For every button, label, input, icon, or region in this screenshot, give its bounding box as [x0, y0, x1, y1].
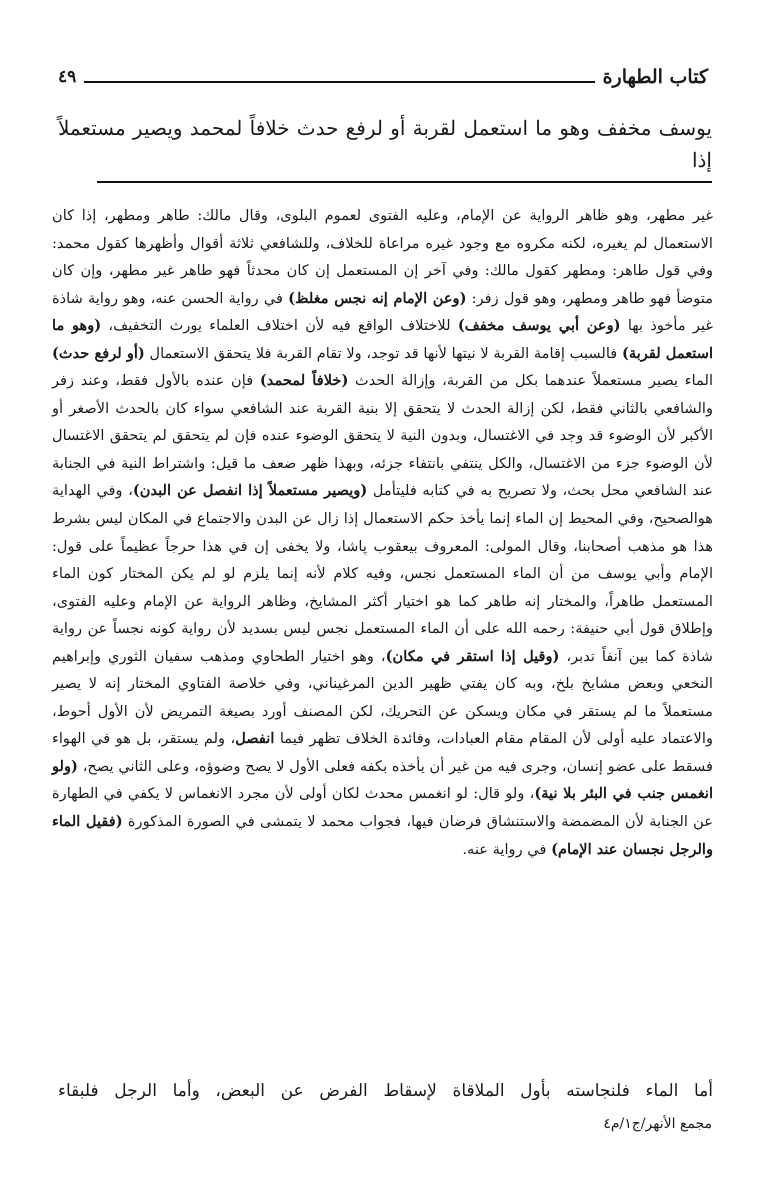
quoted-main-text: (أو لرفع حدث)	[52, 344, 145, 362]
commentary-run: فإن عنده بالأول فقط، وعند زفر والشافعي بالثاني فقط، لكن إزالة الحدث لا يتحقق إلا بنية القربة عند الشافعي سواء كان بالحدث الأصغر أو الأكبر لأن الوضوء قد وجد في الاغتسال، وبدون النية لا يتحقق الوضوء عنده فإن لم يتحقق لم يتحقق الاغتسال لأن الوضوء جزء من الاغتسال، والكل ينتفي بانتفاء جزئه، وبهذا ظهر ضعف ما قيل: واشتراط النية في الجنابة عند الشافعي محل بحث، ولا تصريح به في كتابه فليتأمل	[52, 372, 713, 500]
commentary-run: فالسبب إقامة القربة لا نيتها لأنها قد توجد، ولا تقام القربة فلا يتحقق الاستعمال	[144, 344, 622, 362]
quoted-main-text: (وعن أبي يوسف مخفف)	[457, 317, 621, 335]
quoted-main-text: (فقيل الماء والرجل نجسان عند الإمام)	[52, 813, 713, 858]
quoted-main-text: (خلافاً لمحمد)	[259, 372, 349, 390]
quoted-main-text: (ويصير مستعملاً إذا انفصل عن البدن)	[132, 482, 368, 500]
commentary-run: غير مطهر، وهو ظاهر الرواية عن الإمام، وعليه الفتوى لعموم البلوى، وقال مالك: طاهر ومطهر، إذا كان الاستعمال لم يغيره، لكنه مكروه مع وجود غيره مراعاة للخلاف، وللشافعي ثلاثة أقوال وأظهرها كقول محمد: وفي قول طاهر: ومطهر كقول مالك: وفي آخر إن المستعمل إن كان محدثاً فهو طاهر غير مطهر، وإن كان متوضأ فهو طاهر ومطهر، وهو قول زفر:	[52, 207, 714, 307]
commentary-text	[52, 202, 713, 863]
commentary-run: الماء يصير مستعملاً عندهما بكل من القربة، وإزالة الحدث	[348, 372, 713, 390]
quoted-main-text: انفصل	[235, 730, 275, 748]
quoted-main-text: (ولو انغمس جنب في البئر بلا نية)	[52, 757, 714, 803]
commentary-run: في رواية عنه.	[462, 840, 552, 858]
separator-rule	[97, 181, 712, 183]
commentary-run: ، وفي الهداية هوالصحيح، وفي المحيط إن الماء إنما يأخذ حكم الاستعمال إذا زال عن البدن والاجتماع في المكان ليس بشرط هذا هو مذهب أصحابنا، وقال المولى: المعروف بيعقوب پاشا، ولا يخفى إن في هذا حرجاً عظيماً على قول: الإمام وأبي يوسف من أن الماء المستعمل نجس، وفيه كلام لأنه إنما يلزم لو لم يكن المختار كون الماء المستعمل طاهراً، والمختار إنه طاهر كما هو اختيار أكثر المشايخ، وظاهر الرواية عن الإمام وعليه الفتوى، وإطلاق قول أبي حنيفة: رحمه الله على أن الماء المستعمل نجس ليس بسديد لأن رواية كونه نجساً عن رواية شاذة كما بين آنفاً تدبر،	[52, 482, 713, 665]
main-text-continued: أما الماء فلنجاسته بأول الملاقاة لإسقاط الفرض عن البعض، وأما الرجل فلبقاء	[58, 1081, 713, 1101]
commentary-run: ، ولم يستقر، بل هو في الهواء فسقط على عضو إنسان، وجرى فيه من غير أن يأخذه بكفه فعلى الأول لا يصح وضوؤه، وعلى الثاني يصح،	[52, 730, 713, 775]
chapter-title: كتاب الطهارة	[602, 66, 708, 88]
quoted-main-text: (وعن الإمام إنه نجس مغلظ)	[288, 289, 467, 307]
commentary-run: في رواية الحسن عنه، وهو رواية شاذة غير مأخوذ بها	[52, 289, 714, 335]
commentary-run: للاختلاف الواقع فيه لأن اختلاف العلماء يورث التخفيف،	[101, 317, 458, 335]
page-number: ٤٩	[58, 67, 77, 87]
commentary-run: ، وهو اختيار الطحاوي ومذهب سفيان الثوري وإبراهيم النخعي وبعض مشايخ بلخ، وبه كان يفتي ظهير الدين المرغيناني، وفي خلاصة الفتاوي المختار إنه لا يصير مستعملاً ما لم يستقر في مكان ويسكن عن التحريك، لكن المصنف أورد بصيغة التمريض لأن الأول أحوط، والاعتماد عليه أولى لأن المقام مقام العبادات، وفائدة الخلاف تظهر فيما	[52, 647, 713, 748]
main-text: يوسف مخفف وهو ما استعمل لقربة أو لرفع حدث خلافاً لمحمد ويصير مستعملاً إذا	[58, 116, 712, 172]
printer-signature: مجمع الأنهر/ج١/م٤	[603, 1116, 712, 1132]
quoted-main-text: (وهو ما استعمل لقربة)	[52, 317, 713, 362]
commentary-run: ، ولو قال: لو انغمس محدث لكان أولى لأن مجرد الانغماس لا يكفي في الطهارة عن الجنابة لأن المضمضة والاستنشاق فرضان فيها، فجواب محمد لا يتمشى في الصورة المذكورة	[52, 785, 713, 831]
running-header	[58, 62, 708, 88]
header-rule	[84, 81, 594, 83]
quoted-main-text: (وقيل إذا استقر في مكان)	[385, 647, 560, 665]
